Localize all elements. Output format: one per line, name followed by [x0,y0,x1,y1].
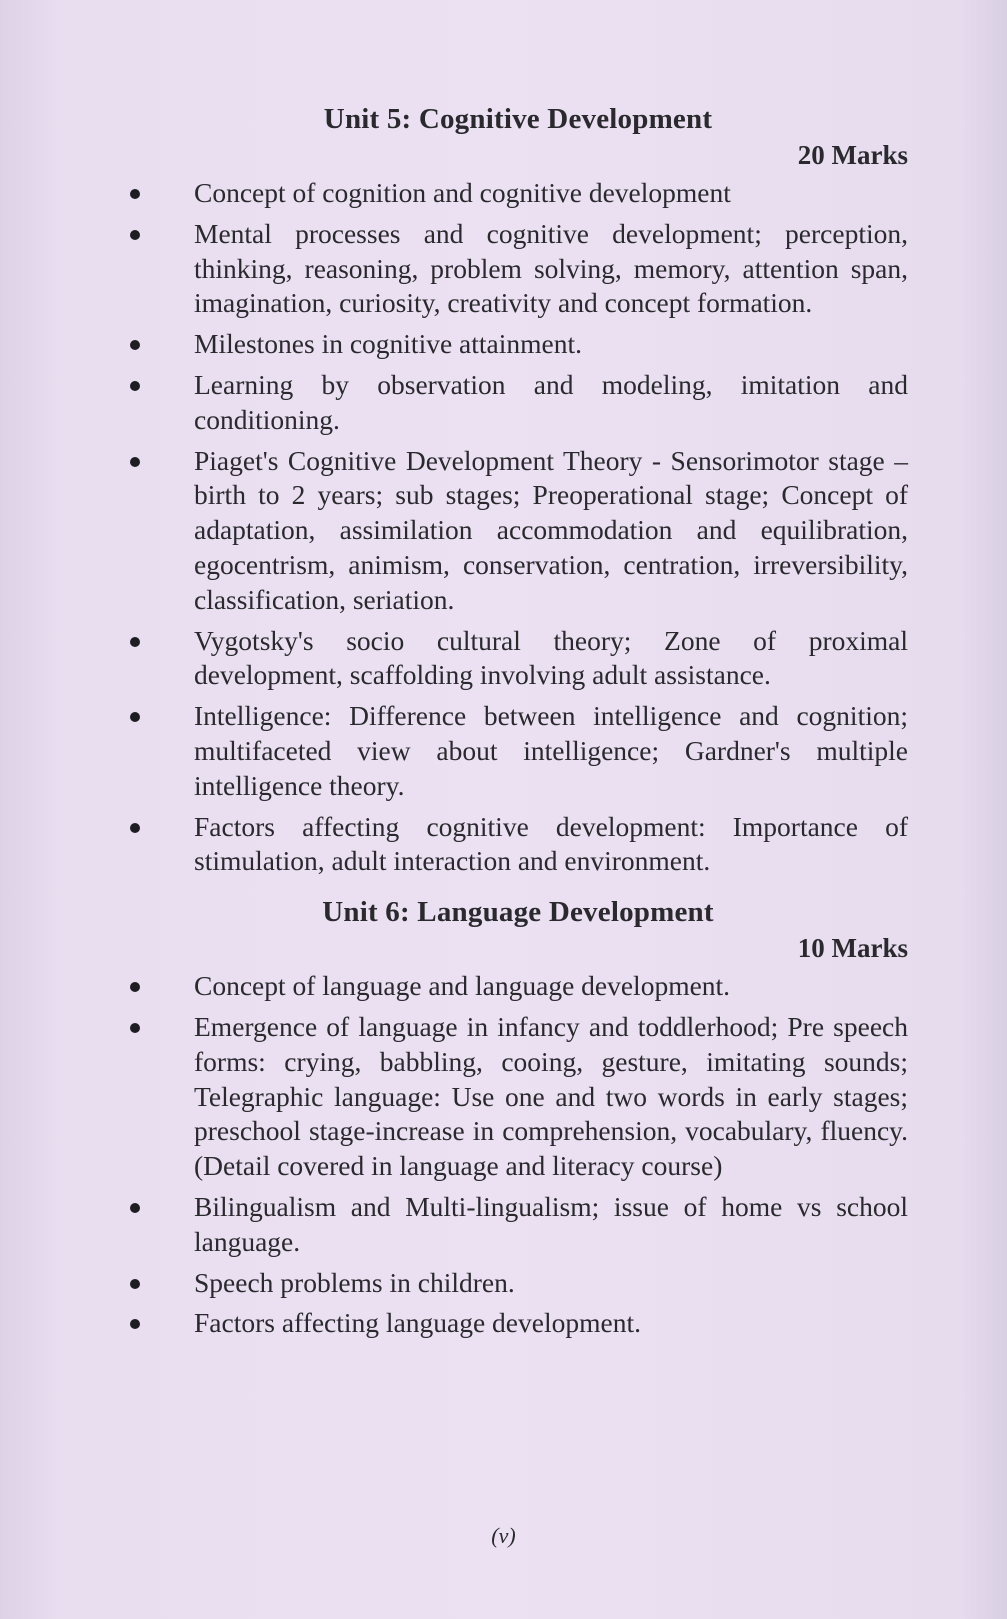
bullet-icon [130,340,140,350]
bullet-icon [130,1279,140,1289]
unit-5-section [128,100,908,879]
list-item-text: Concept of cognition and cognitive development [194,177,731,208]
list-item [128,176,908,211]
unit-6-marks: 10 Marks [797,933,908,964]
list-item-text: Intelligence: Difference between intelligence and cognition; multifaceted view about intelligence; Gardner's multiple intelligence theory. [194,700,908,801]
list-item-text: Concept of language and language development. [194,970,731,1002]
list-item-text: Speech problems in children. [194,1266,515,1298]
bullet-icon [130,823,140,833]
bullet-icon [130,189,140,199]
unit-6-section [128,893,908,1341]
bullet-icon [130,982,140,992]
list-item [128,217,908,321]
bullet-icon [130,712,140,722]
list-item-text: Factors affecting language development. [194,1307,641,1339]
unit-5-title: Unit 5: Cognitive Development [323,103,713,135]
unit-5-marks: 20 Marks [797,140,908,170]
bullet-icon [130,1203,140,1213]
list-item [128,624,908,694]
unit-5-list [128,176,908,879]
unit-6-list [128,969,908,1341]
list-item-text: Learning by observation and modeling, imitation and conditioning. [194,368,908,435]
list-item-text: Vygotsky's socio cultural theory; Zone of proximal development, scaffolding involving adult assistance. [194,624,908,691]
page-number: (v) [491,1523,516,1548]
list-item [128,1266,908,1301]
list-item [128,368,908,438]
bullet-icon [130,381,140,391]
list-item [128,1010,908,1184]
list-item-text: Milestones in cognitive attainment. [194,328,582,360]
unit-6-title: Unit 6: Language Development [322,896,714,929]
list-item-text: Piaget's Cognitive Development Theory - Sensorimotor stage – birth to 2 years; sub stages; Preoperational stage; Concept of adaptation, assimilation accommodation and equilibration, egocentrism, animism, conservation, centration, irreversibility, classification, seriation. [194,444,908,615]
list-item [128,699,908,803]
list-item [128,969,908,1004]
list-item-text: Factors affecting cognitive development: Importance of stimulation, adult interaction and environment. [194,810,908,877]
list-item [128,1190,908,1260]
bullet-icon [130,457,140,467]
list-item [128,444,908,618]
list-item-text: Emergence of language in infancy and toddlerhood; Pre speech forms: crying, babbling, cooing, gesture, imitating sounds; Telegraphic language: Use one and two words in early stages; preschool stage-increase in comprehension, vocabulary, fluency. (Detail covered in language and literacy course) [194,1010,908,1182]
list-item [128,327,908,362]
bullet-icon [130,1319,140,1329]
syllabus-content [128,100,908,1347]
list-item [128,1306,908,1341]
bullet-icon [130,637,140,647]
list-item [128,810,908,880]
bullet-icon [130,1023,140,1033]
list-item-text: Mental processes and cognitive development; perception, thinking, reasoning, problem solving, memory, attention span, imagination, curiosity, creativity and concept formation. [194,217,908,319]
bullet-icon [130,230,140,240]
list-item-text: Bilingualism and Multi-lingualism; issue of home vs school language. [194,1190,908,1257]
